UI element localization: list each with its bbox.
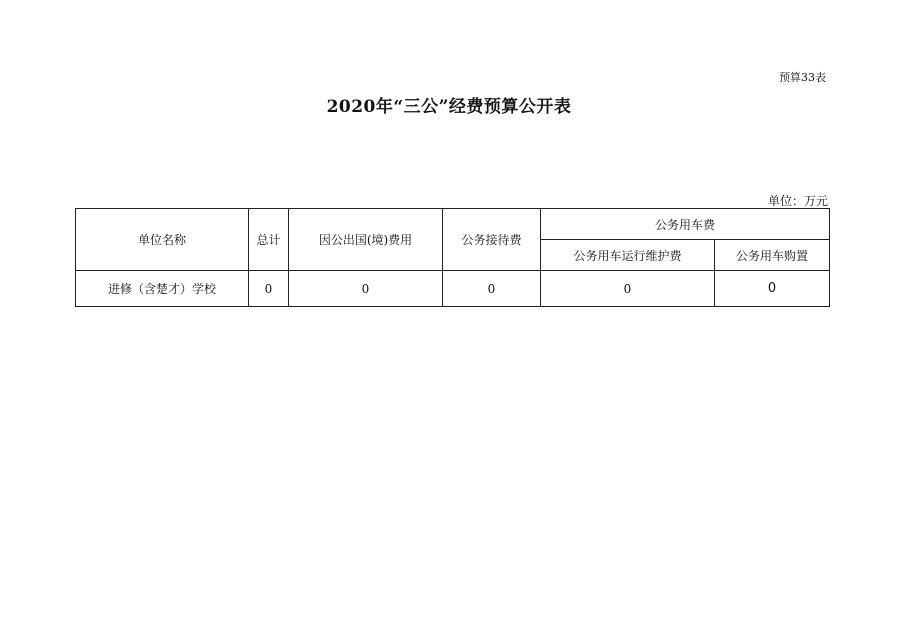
- cell-vehicle-operation: 0: [541, 271, 715, 307]
- header-reception: 公务接待费: [443, 209, 541, 271]
- form-number: 预算33表: [779, 71, 826, 84]
- table-header-row: [76, 209, 830, 240]
- table-row: [76, 271, 830, 307]
- header-total: 总计: [249, 209, 289, 271]
- unit-note: 单位：万元: [767, 194, 828, 208]
- header-unit-name: 单位名称: [76, 209, 249, 271]
- cell-total: 0: [249, 271, 289, 307]
- header-abroad: 因公出国(境)费用: [289, 209, 443, 271]
- header-vehicle-operation: 公务用车运行维护费: [541, 240, 715, 271]
- cell-unit-name: 进修（含楚才）学校: [76, 271, 249, 307]
- budget-table: [75, 208, 830, 307]
- cell-reception: 0: [443, 271, 541, 307]
- cell-abroad: 0: [289, 271, 443, 307]
- header-vehicle-purchase: 公务用车购置: [715, 240, 830, 271]
- page-title: 2020年“三公”经费预算公开表: [326, 97, 572, 117]
- cell-vehicle-purchase: 0: [715, 271, 830, 307]
- header-vehicle: 公务用车费: [541, 209, 830, 240]
